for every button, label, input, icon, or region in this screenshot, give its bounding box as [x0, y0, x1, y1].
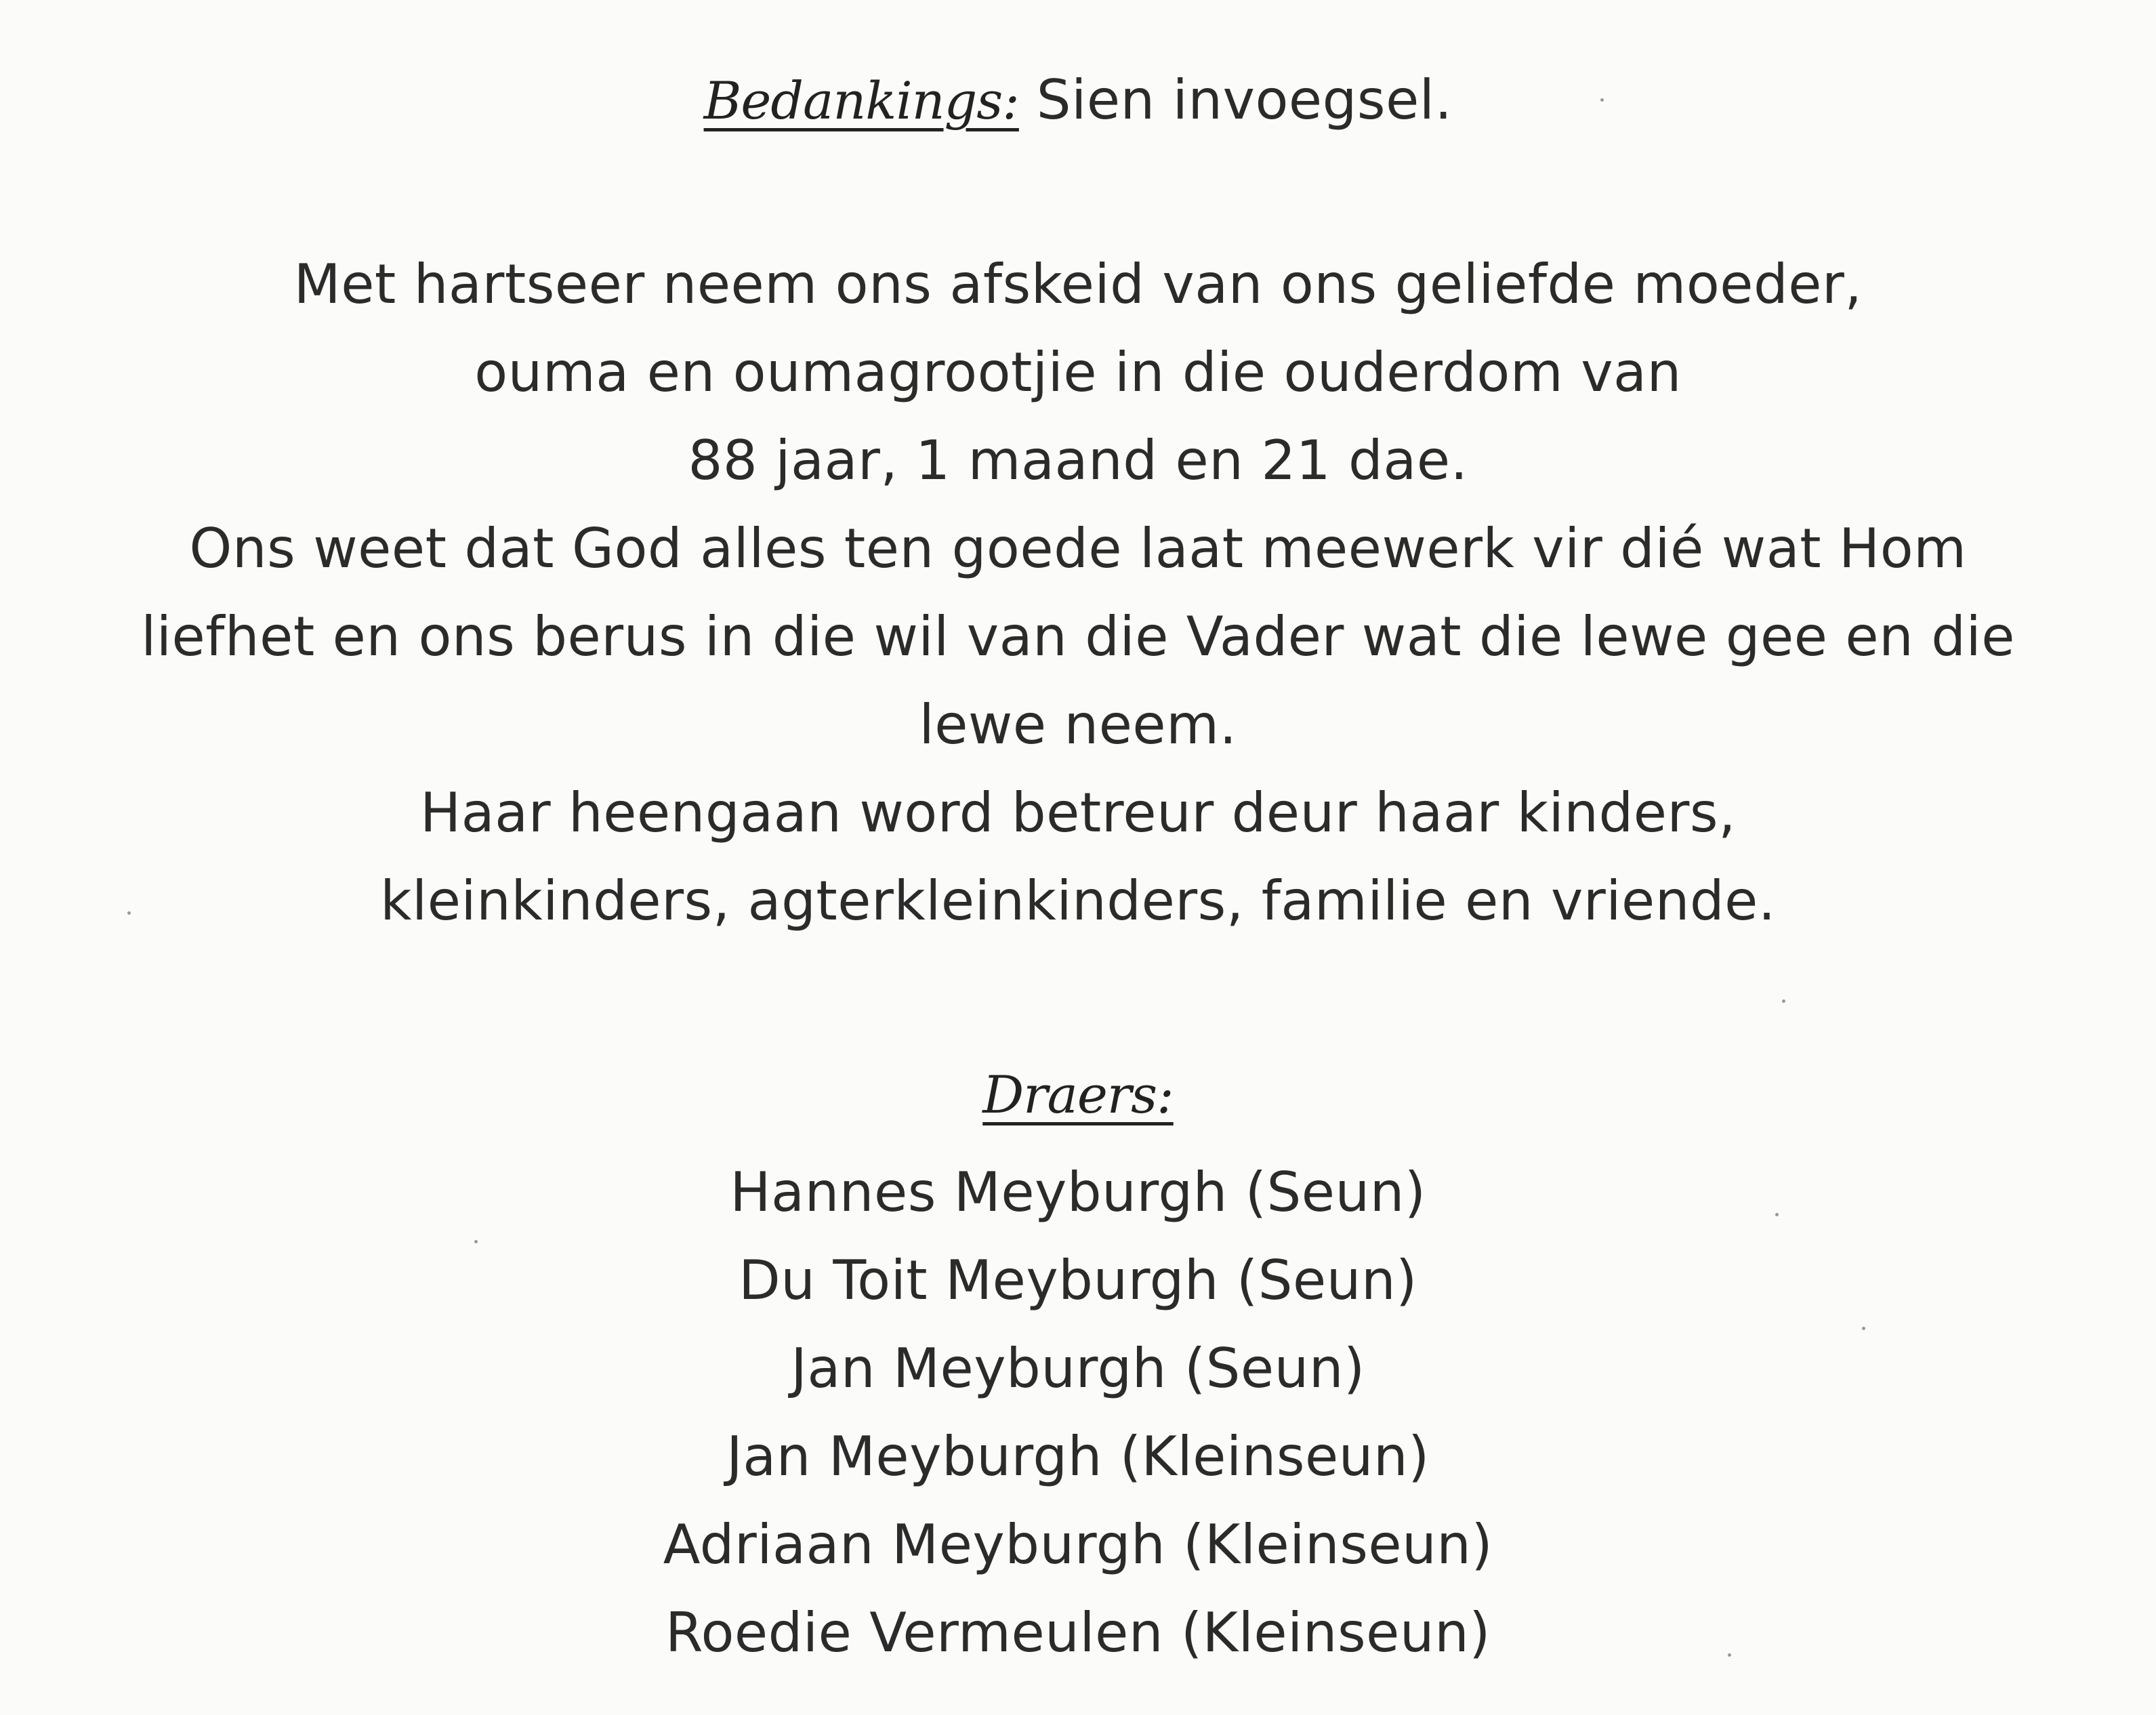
- message-line: 88 jaar, 1 maand en 21 dae.: [688, 429, 1468, 492]
- bearer-name: Roedie Vermeulen (Kleinseun): [665, 1601, 1491, 1664]
- message-line: kleinkinders, agterkleinkinders, familie en vriende.: [380, 869, 1776, 932]
- bearer-name: Adriaan Meyburgh (Kleinseun): [663, 1513, 1493, 1576]
- bearers-heading-line: [0, 1060, 2156, 1129]
- message-line: Haar heengaan word betreur deur haar kinders,: [420, 781, 1736, 844]
- message-line: Met hartseer neem ons afskeid van ons geliefde moeder,: [293, 253, 1863, 316]
- scan-speck: [1782, 999, 1785, 1003]
- scan-speck: [1775, 1213, 1779, 1216]
- message-line: ouma en oumagrootjie in die ouderdom van: [474, 341, 1682, 404]
- bearers-heading: Draers:: [982, 1065, 1174, 1125]
- scan-speck: [1728, 1653, 1731, 1657]
- bearer-name: Du Toit Meyburgh (Seun): [739, 1249, 1417, 1312]
- bearer-name: Jan Meyburgh (Kleinseun): [726, 1425, 1430, 1488]
- message-line: liefhet en ons berus in die wil van die Vader wat die lewe gee en die: [141, 605, 2015, 668]
- bearer-name: Jan Meyburgh (Seun): [791, 1337, 1365, 1400]
- scan-speck: [474, 1240, 478, 1243]
- message-line: lewe neem.: [919, 693, 1237, 756]
- acknowledgements-line: [0, 66, 2156, 135]
- scan-speck: [127, 911, 131, 915]
- message-line: Ons weet dat God alles ten goede laat meewerk vir dié wat Hom: [189, 517, 1967, 580]
- bearer-name: Hannes Meyburgh (Seun): [730, 1161, 1426, 1224]
- acknowledgements-heading: Bedankings:: [703, 70, 1019, 131]
- scan-speck: [1600, 98, 1604, 102]
- scan-speck: [1862, 1327, 1865, 1330]
- acknowledgements-text: Sien invoegsel.: [1018, 68, 1453, 131]
